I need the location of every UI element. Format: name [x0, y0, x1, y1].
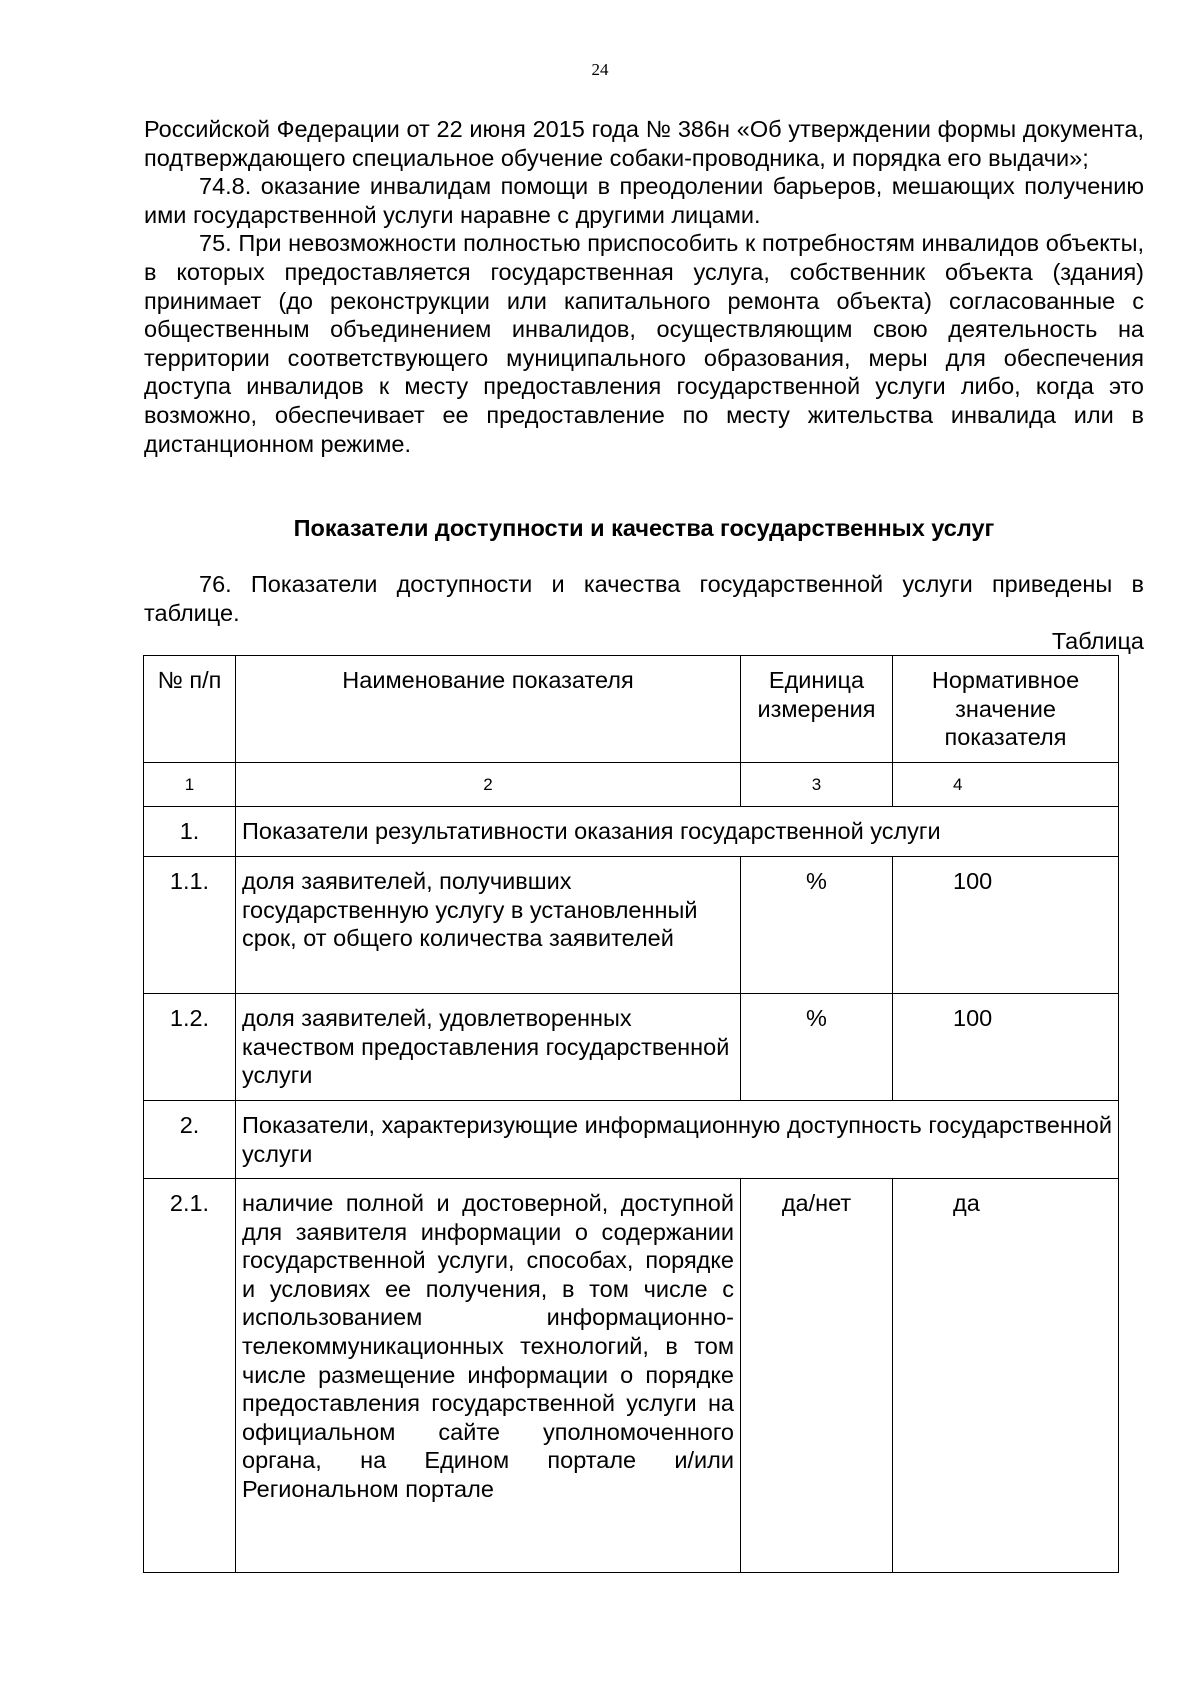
table-caption: Таблица	[1051, 628, 1144, 654]
row-unit: да/нет	[741, 1179, 893, 1573]
table-header-row	[144, 656, 1119, 763]
paragraph-75: 75. При невозможности полностью приспособить к потребностям инвалидов объекты, в которых предоставляется государственная услуга, собственник объекта (здания) принимает (до реконструкции или капитального ремонта объекта) согласованные с общественным объединением инвалидов, осуществляющим свою деятельность на территории соответствующего муниципального образования, меры для обеспечения доступа инвалидов к месту предоставления государственной услуги либо, когда это возможно, обеспечивает ее предоставление по месту жительства инвалида или в дистанционном режиме.	[144, 230, 1144, 457]
header-unit: Единица измерения	[741, 656, 893, 763]
row-num: 2.	[144, 1101, 236, 1179]
row-num: 1.1.	[144, 857, 236, 994]
paragraph-74-8: 74.8. оказание инвалидам помощи в преодолении барьеров, мешающих получению ими государственной услуги наравне с другими лицами.	[144, 173, 1144, 228]
row-unit: %	[741, 857, 893, 994]
header-norm: Нормативное значение показателя	[893, 656, 1119, 763]
paragraph-continuation: Российской Федерации от 22 июня 2015 года № 386н «Об утверждении формы документа, подтверждающего специальное обучение собаки-проводника, и порядка его выдачи»;	[144, 116, 1144, 171]
column-number: 2	[236, 763, 741, 807]
header-num: № п/п	[144, 656, 236, 763]
table-row	[144, 1101, 1119, 1179]
table-row	[144, 994, 1119, 1101]
paragraph-76: 76. Показатели доступности и качества государственной услуги приведены в таблице.	[144, 571, 1144, 626]
row-section-name: Показатели, характеризующие информационную доступность государственной услуги	[236, 1101, 1119, 1179]
page-number: 24	[591, 60, 609, 79]
row-norm: 100	[893, 857, 1119, 994]
column-number: 1	[144, 763, 236, 807]
table-row	[144, 857, 1119, 994]
row-name: наличие полной и достоверной, доступной для заявителя информации о содержании государственной услуги, способах, порядке и условиях ее получения, в том числе с использованием информационно-телекоммуникационных технологий, в том числе размещение информации о порядке предоставления государственной услуги на официальном сайте уполномоченного органа, на Едином портале и/или Региональном портале	[236, 1179, 741, 1573]
row-norm: 100	[893, 994, 1119, 1101]
row-section-name: Показатели результативности оказания государственной услуги	[236, 807, 1119, 857]
column-number: 4	[893, 763, 1119, 807]
column-numbers-row	[144, 763, 1119, 807]
row-name: доля заявителей, удовлетворенных качеством предоставления государственной услуги	[236, 994, 741, 1101]
column-number: 3	[741, 763, 893, 807]
row-name: доля заявителей, получивших государственную услугу в установленный срок, от общего количества заявителей	[236, 857, 741, 994]
row-norm: да	[893, 1179, 1119, 1573]
indicators-table	[143, 655, 1119, 1573]
body-text	[144, 115, 1144, 458]
table-row	[144, 807, 1119, 857]
row-num: 1.2.	[144, 994, 236, 1101]
row-unit: %	[741, 994, 893, 1101]
table-row	[144, 1179, 1119, 1573]
row-num: 1.	[144, 807, 236, 857]
header-name: Наименование показателя	[236, 656, 741, 763]
section-heading: Показатели доступности и качества государственных услуг	[293, 515, 995, 541]
row-num: 2.1.	[144, 1179, 236, 1573]
